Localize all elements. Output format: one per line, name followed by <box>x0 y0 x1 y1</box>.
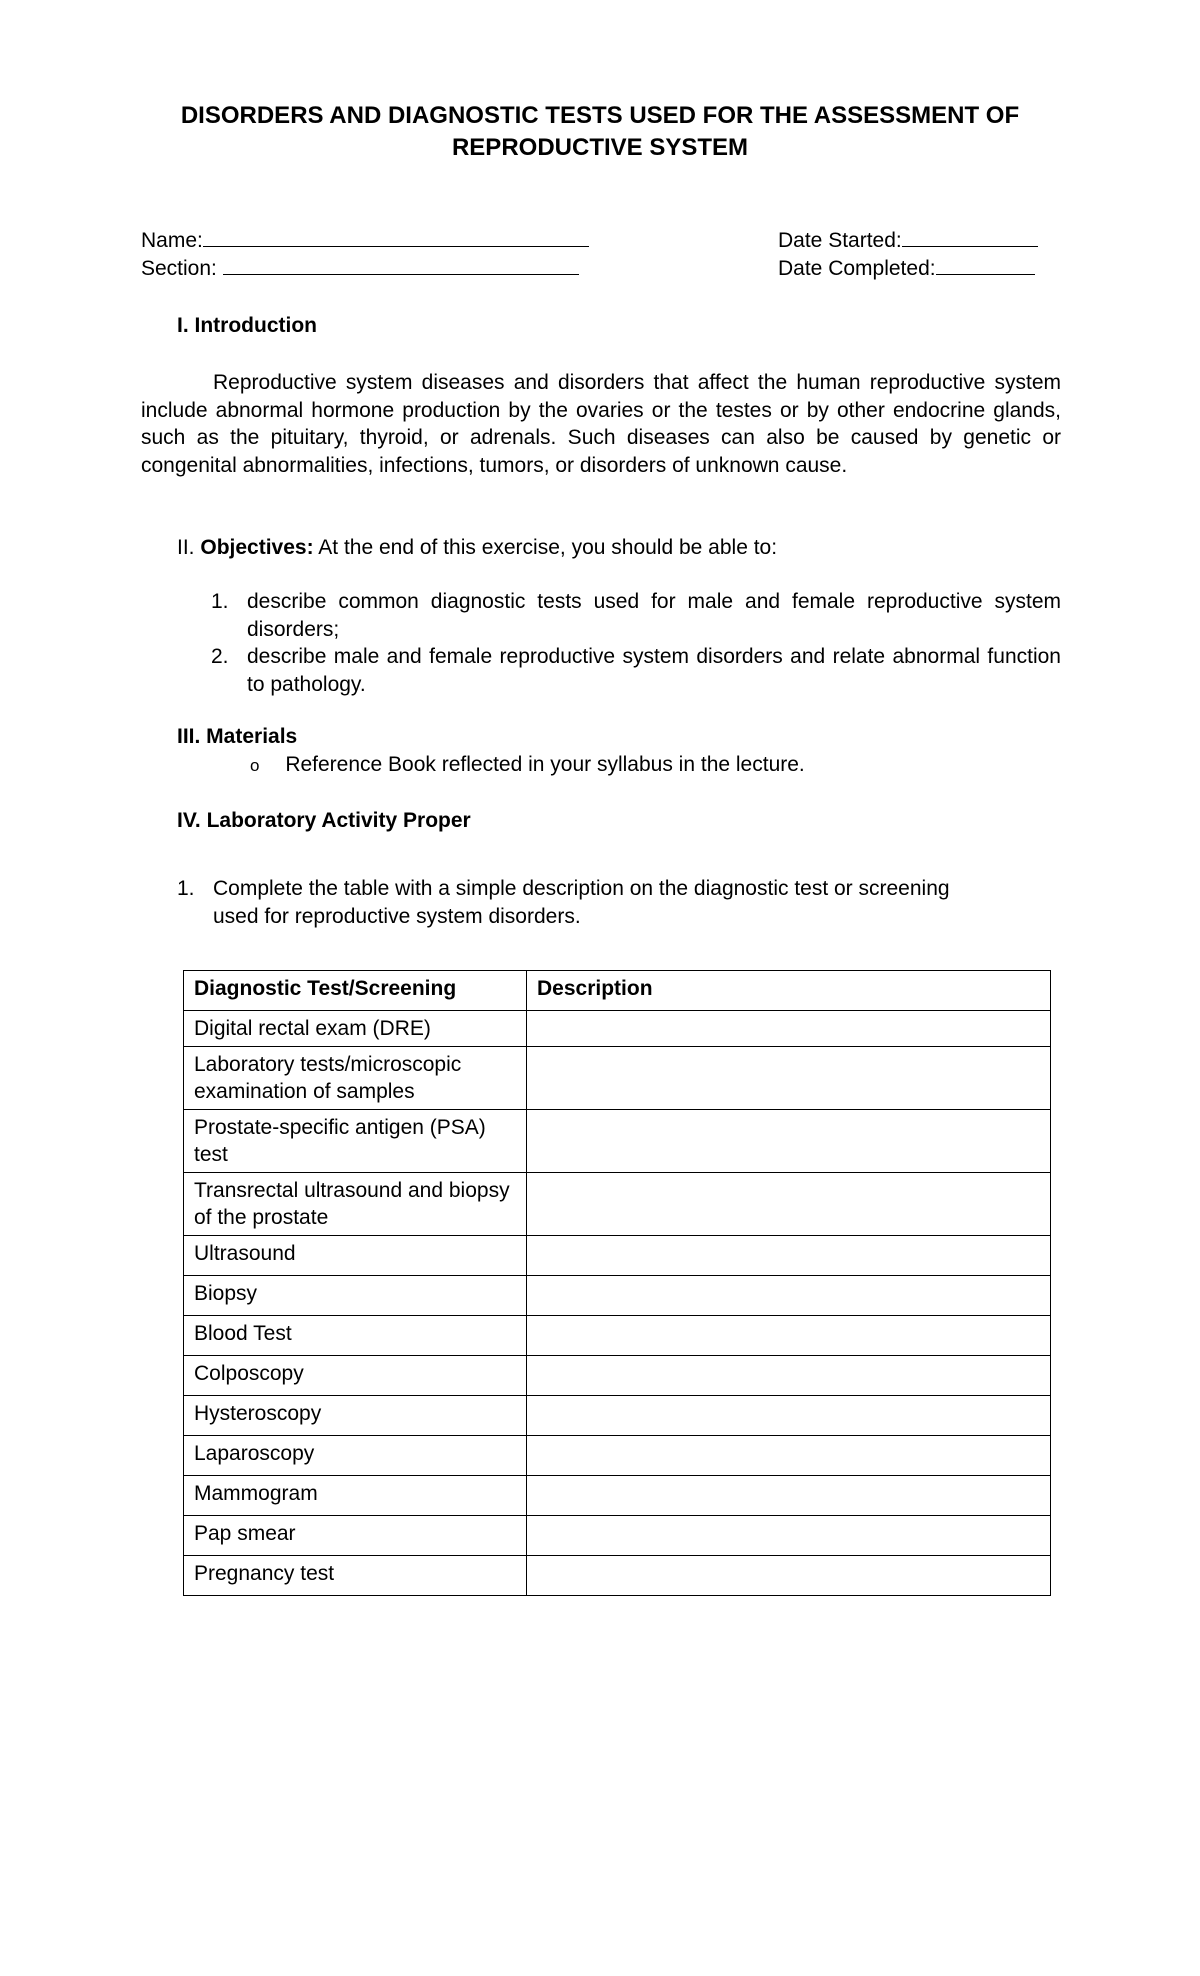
materials-text: Reference Book reflected in your syllabus in the lecture. <box>285 753 805 776</box>
description-cell[interactable] <box>527 1110 1051 1173</box>
table-row <box>184 1110 1051 1173</box>
name-label: Name: <box>141 229 203 252</box>
description-cell[interactable] <box>527 1476 1051 1516</box>
test-name-cell: Blood Test <box>184 1316 527 1356</box>
title-line-1: DISORDERS AND DIAGNOSTIC TESTS USED FOR THE ASSESSMENT OF <box>180 102 1020 129</box>
item-text: describe male and female reproductive system disorders and relate abnormal function to pathology. <box>247 645 1061 696</box>
test-name-cell: Prostate-specific antigen (PSA) test <box>184 1110 527 1173</box>
title-line-2: REPRODUCTIVE SYSTEM <box>451 134 749 161</box>
bullet-icon: o <box>250 756 260 775</box>
item-text: describe common diagnostic tests used for male and female reproductive system disorders; <box>247 590 1061 641</box>
test-name-cell: Ultrasound <box>184 1236 527 1276</box>
materials-item <box>250 753 805 777</box>
test-name-cell: Pregnancy test <box>184 1556 527 1596</box>
table-row <box>184 1173 1051 1236</box>
test-name-cell: Mammogram <box>184 1476 527 1516</box>
description-cell[interactable] <box>527 1047 1051 1110</box>
date-started-blank[interactable] <box>902 226 1038 247</box>
task-number: 1. <box>177 877 195 900</box>
objectives-list <box>211 588 1061 698</box>
item-number: 1. <box>211 590 229 613</box>
table-row <box>184 1316 1051 1356</box>
test-name-cell: Transrectal ultrasound and biopsy of the prostate <box>184 1173 527 1236</box>
table-row <box>184 1436 1051 1476</box>
description-cell[interactable] <box>527 1436 1051 1476</box>
table-row <box>184 1047 1051 1110</box>
description-cell[interactable] <box>527 1316 1051 1356</box>
test-name-cell: Laboratory tests/microscopic examination of samples <box>184 1047 527 1110</box>
objectives-heading <box>177 534 777 562</box>
description-cell[interactable] <box>527 1356 1051 1396</box>
objectives-prefix: II. <box>177 536 195 559</box>
date-completed-field[interactable] <box>778 254 1035 283</box>
table-row <box>184 1556 1051 1596</box>
item-number: 2. <box>211 645 229 668</box>
date-started-field[interactable] <box>778 226 1038 255</box>
lab-heading: IV. Laboratory Activity Proper <box>177 809 471 832</box>
test-name-cell: Biopsy <box>184 1276 527 1316</box>
document-title <box>0 100 1200 164</box>
objective-item <box>211 643 1061 698</box>
table-row <box>184 1476 1051 1516</box>
diagnostic-tests-table <box>183 970 1051 1596</box>
test-name-cell: Digital rectal exam (DRE) <box>184 1011 527 1047</box>
test-name-cell: Colposcopy <box>184 1356 527 1396</box>
objectives-lead: At the end of this exercise, you should be able to: <box>318 536 778 559</box>
test-name-cell: Pap smear <box>184 1516 527 1556</box>
intro-paragraph: Reproductive system diseases and disorders that affect the human reproductive system include abnormal hormone production by the ovaries or the testes or by other endocrine glands, such as the pituitary, thyroid, or adrenals. Such diseases can also be caused by genetic or congenital abnormalities, infections, tumors, or disorders of unknown cause. <box>141 371 1061 477</box>
table-row <box>184 1516 1051 1556</box>
test-name-cell: Hysteroscopy <box>184 1396 527 1436</box>
section-field[interactable] <box>141 254 579 283</box>
table-row <box>184 1011 1051 1047</box>
test-name-cell: Laparoscopy <box>184 1436 527 1476</box>
date-started-label: Date Started: <box>778 229 902 252</box>
materials-heading: III. Materials <box>177 725 298 748</box>
name-blank[interactable] <box>203 226 589 247</box>
objectives-label: Objectives: <box>200 536 314 559</box>
name-field[interactable] <box>141 226 589 255</box>
objective-item <box>211 588 1061 643</box>
description-cell[interactable] <box>527 1011 1051 1047</box>
date-completed-blank[interactable] <box>936 254 1035 275</box>
intro-heading: I. Introduction <box>177 314 317 337</box>
task-text: Complete the table with a simple description on the diagnostic test or screening used for reproductive system disorders. <box>213 877 950 928</box>
section-blank[interactable] <box>223 254 579 275</box>
column-header-description: Description <box>527 971 1051 1011</box>
description-cell[interactable] <box>527 1236 1051 1276</box>
table-row <box>184 1396 1051 1436</box>
description-cell[interactable] <box>527 1173 1051 1236</box>
description-cell[interactable] <box>527 1276 1051 1316</box>
lab-task <box>177 875 977 930</box>
date-completed-label: Date Completed: <box>778 257 936 280</box>
description-cell[interactable] <box>527 1556 1051 1596</box>
table-row <box>184 1236 1051 1276</box>
section-label: Section: <box>141 257 217 280</box>
table-row <box>184 1356 1051 1396</box>
description-cell[interactable] <box>527 1516 1051 1556</box>
column-header-test: Diagnostic Test/Screening <box>184 971 527 1011</box>
description-cell[interactable] <box>527 1396 1051 1436</box>
table-row <box>184 1276 1051 1316</box>
